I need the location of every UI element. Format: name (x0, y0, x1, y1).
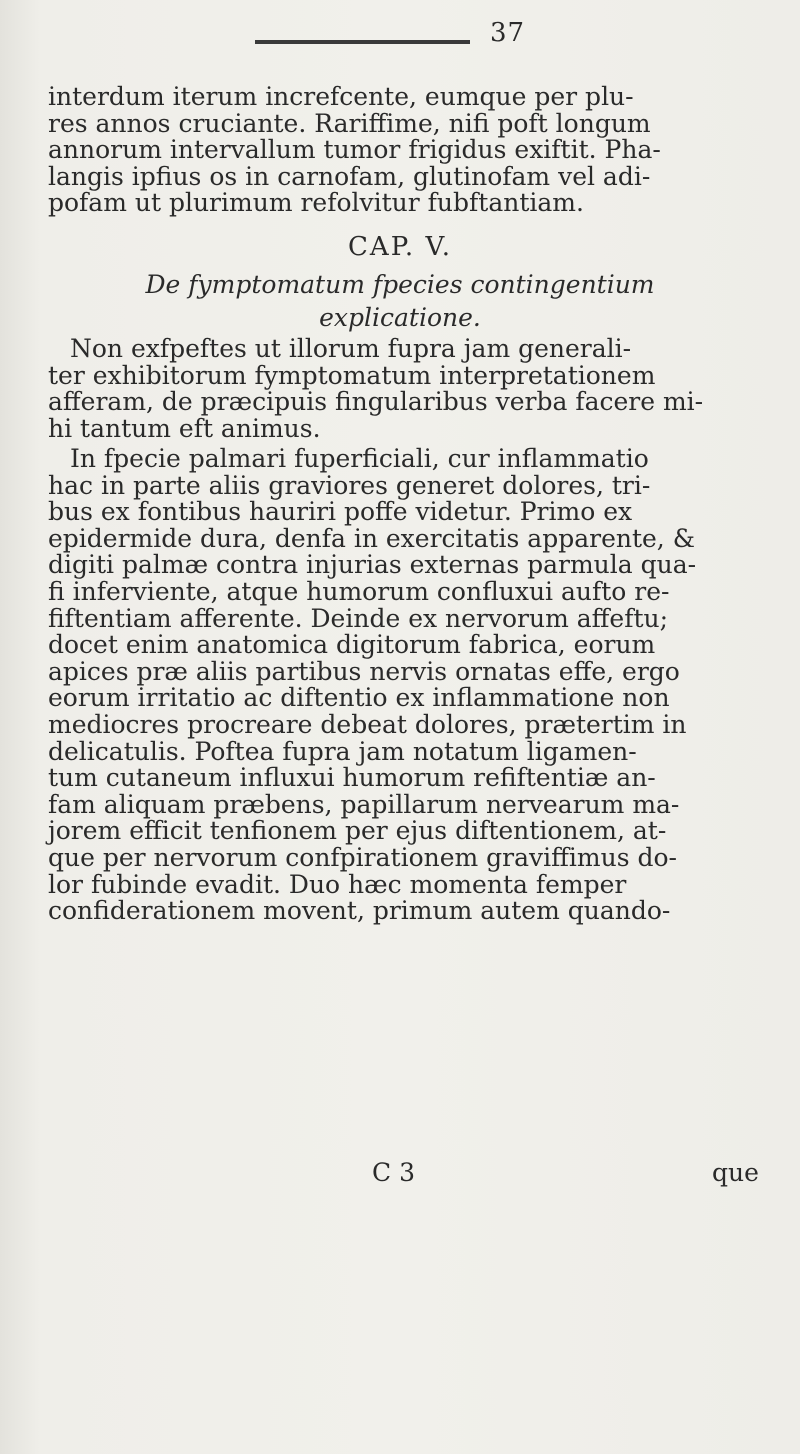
text-line: delicatulis. Poftea fupra jam notatum ligamen- (48, 736, 637, 766)
text-line: In fpecie palmari fuperficiali, cur inflammatio (70, 444, 649, 473)
text-line: jorem efficit tenfionem per ejus diftentionem, at- (48, 816, 667, 846)
chapter-title-line-2: explicatione. (319, 303, 481, 332)
text-line: apices præ aliis partibus nervis ornatas effe, ergo (48, 656, 680, 686)
text-line: pofam ut plurimum refolvitur fubftantiam. (48, 188, 584, 218)
paragraph-2 (48, 336, 793, 442)
page-number: 37 (490, 18, 526, 48)
chapter-title-line-1: De fymptomatum fpecies contingentium (145, 270, 655, 299)
signature-mark: C 3 (372, 1158, 415, 1187)
text-line: fam aliquam præbens, papillarum nervearum ma- (48, 789, 680, 819)
text-line: tum cutaneum influxui humorum refiftentiæ an- (48, 763, 656, 793)
text-line: annorum intervallum tumor frigidus exiftit. Pha- (48, 135, 661, 165)
text-line: que per nervorum confpirationem graviffimus do- (48, 842, 677, 872)
chapter-heading: CAP. V. (348, 232, 452, 262)
paragraph-1 (48, 84, 793, 217)
text-line: langis ipfius os in carnofam, glutinofam vel adi- (48, 161, 651, 191)
catchword: que (712, 1158, 759, 1187)
text-line: bus ex fontibus hauriri poffe videtur. Primo ex (48, 497, 633, 527)
text-line: lor fubinde evadit. Duo hæc momenta femper (48, 869, 627, 899)
text-line: Non exfpeftes ut illorum fupra jam generali- (70, 334, 632, 363)
text-line: epidermide dura, denfa in exercitatis apparente, & (48, 523, 695, 553)
text-line: ter exhibitorum fymptomatum interpretationem (48, 360, 656, 390)
text-line: mediocres procreare debeat dolores, prætertim in (48, 709, 687, 739)
text-line: hac in parte aliis graviores generet dolores, tri- (48, 470, 651, 500)
text-line: digiti palmæ contra injurias externas parmula qua- (48, 550, 697, 580)
text-line: interdum iterum increfcente, eumque per plu- (48, 82, 634, 111)
text-line: afferam, de præcipuis fingularibus verba facere mi- (48, 387, 704, 417)
paragraph-3 (48, 446, 793, 925)
text-line: hi tantum eft animus. (48, 413, 321, 443)
text-line: docet enim anatomica digitorum fabrica, eorum (48, 630, 656, 660)
text-line: res annos cruciante. Rariffime, nifi poft longum (48, 108, 651, 138)
text-line: fi inferviente, atque humorum confluxui aufto re- (48, 576, 670, 606)
header-rule (255, 40, 470, 44)
text-line: eorum irritatio ac diftentio ex inflammatione non (48, 683, 670, 713)
text-line: confiderationem movent, primum autem quando- (48, 896, 671, 926)
text-line: fiftentiam afferente. Deinde ex nervorum affeftu; (48, 603, 669, 633)
